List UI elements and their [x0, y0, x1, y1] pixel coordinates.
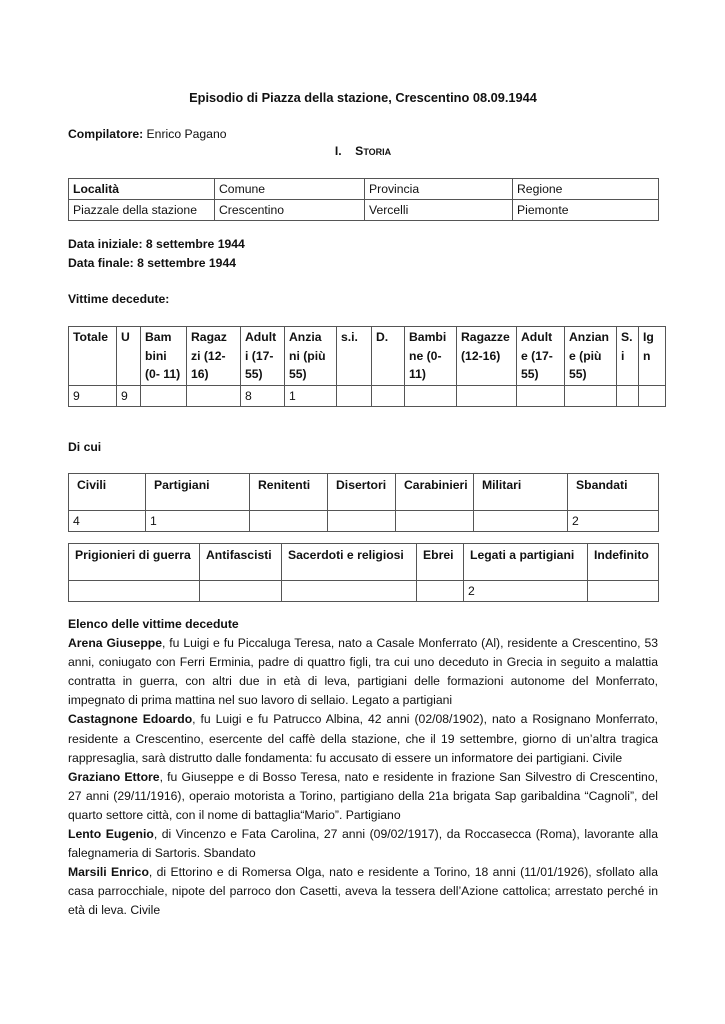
victim-name: Graziano Ettore — [68, 769, 160, 784]
victim-description: , di Ettorino e di Romersa Olga, nato e residente a Torino, 18 anni (11/01/1926), sfollato alla casa parrocchiale, nipote del parroco don Casetti, aveva la tessera dell’Azione cattolica; arrestato perché in età di leva. Civile — [68, 865, 659, 918]
section-heading — [68, 142, 658, 160]
prisoners-value-ebrei — [417, 581, 464, 602]
category-header-sbandati: Sbandati — [568, 474, 659, 511]
victims-list — [68, 615, 658, 921]
victims-value-ragazze — [457, 385, 517, 407]
prisoners-value-prigionieri — [69, 581, 200, 602]
victim-description: , fu Luigi e fu Piccaluga Teresa, nato a Casale Monferrato (Al), residente a Crescentino, 53 anni, coniugato con Ferri Erminia, padre di quattro figli, tra cui uno deceduto in Grecia in seguito a malattia contratta in guerra, con altri due in età di leva, partigiani delle formazioni autonome del Monferrato, impegnato di prima mattina nel suo lavoro di sellaio. Legato a partigiani — [68, 636, 659, 708]
category-header-renitenti: Renitenti — [250, 474, 328, 511]
category-value-militari — [474, 511, 568, 532]
victims-header-d: D. — [372, 327, 405, 386]
victims-header-ragazzi: Ragaz zi (12- 16) — [187, 327, 241, 386]
victims-header-anziane: Anzian e (più 55) — [565, 327, 617, 386]
victims-header-bambine: Bambi ne (0- 11) — [405, 327, 457, 386]
victim-name: Lento Eugenio — [68, 827, 154, 842]
compiler-line — [68, 125, 227, 143]
list-item — [68, 825, 658, 863]
victims-value-ign — [639, 385, 666, 407]
section-number: I. — [334, 144, 342, 158]
table-row — [69, 474, 659, 511]
table-row — [69, 179, 659, 200]
start-date: Data iniziale: 8 settembre 1944 — [68, 237, 245, 251]
section-name-rest: toria — [363, 144, 392, 158]
list-item — [68, 863, 658, 920]
location-value-localita: Piazzale della stazione — [69, 200, 215, 221]
prisoners-value-indefinito — [588, 581, 659, 602]
list-item — [68, 768, 658, 825]
prisoners-header-antifascisti: Antifascisti — [200, 544, 282, 581]
victims-list-heading: Elenco delle vittime decedute — [68, 617, 239, 631]
victims-value-ragazzi — [187, 385, 241, 407]
victims-value-bambini — [141, 385, 187, 407]
di-cui-label: Di cui — [68, 440, 102, 454]
location-header-localita: Località — [69, 179, 215, 200]
document-title: Episodio di Piazza della stazione, Crescentino 08.09.1944 — [189, 90, 537, 105]
location-table — [68, 178, 659, 221]
category-header-civili: Civili — [69, 474, 146, 511]
category-value-renitenti — [250, 511, 328, 532]
category-header-militari: Militari — [474, 474, 568, 511]
victims-value-s-i — [617, 385, 639, 407]
list-item — [68, 710, 658, 767]
prisoners-value-antifascisti — [200, 581, 282, 602]
victims-value-adulti: 8 — [241, 385, 285, 407]
location-value-regione: Piemonte — [513, 200, 659, 221]
table-row — [69, 581, 659, 602]
category-value-disertori — [328, 511, 396, 532]
victim-description: , fu Giuseppe e di Bosso Teresa, nato e residente in frazione San Silvestro di Crescentino, 27 anni (29/11/1916), operaio motorista a Torino, partigiano della 21a brigata Sap garibaldina “Cagnoli”, del quarto settore città, con il nome di battaglia“Mario”. Partigiano — [68, 769, 658, 822]
table-row — [69, 327, 666, 386]
victims-value-adulte — [517, 385, 565, 407]
prisoners-header-legati: Legati a partigiani — [464, 544, 588, 581]
victim-description: , di Vincenzo e Fata Carolina, 27 anni (09/02/1917), da Roccasecca (Roma), lavorante alla falegnameria di Sartoris. Sbandato — [68, 827, 658, 861]
table-row — [69, 385, 666, 407]
victims-header-adulti: Adult i (17- 55) — [241, 327, 285, 386]
victims-header-adulte: Adult e (17- 55) — [517, 327, 565, 386]
prisoners-header-ebrei: Ebrei — [417, 544, 464, 581]
prisoners-table — [68, 543, 659, 602]
victims-value-si — [337, 385, 372, 407]
prisoners-header-indefinito: Indefinito — [588, 544, 659, 581]
table-row — [69, 511, 659, 532]
victims-value-anziane — [565, 385, 617, 407]
victims-value-totale: 9 — [69, 385, 117, 407]
compiler-value: Enrico Pagano — [143, 127, 227, 141]
prisoners-header-sacerdoti: Sacerdoti e religiosi — [282, 544, 417, 581]
category-header-carabinieri: Carabinieri — [396, 474, 474, 511]
victim-name: Marsili Enrico — [68, 865, 149, 880]
table-row — [69, 200, 659, 221]
location-value-provincia: Vercelli — [365, 200, 513, 221]
category-header-disertori: Disertori — [328, 474, 396, 511]
victims-label: Vittime decedute: — [68, 292, 170, 306]
location-header-provincia: Provincia — [365, 179, 513, 200]
category-value-carabinieri — [396, 511, 474, 532]
victims-value-anziani: 1 — [285, 385, 337, 407]
victims-value-d — [372, 385, 405, 407]
compiler-label: Compilatore: — [68, 127, 144, 141]
victims-header-s-i: S. i — [617, 327, 639, 386]
category-value-civili: 4 — [69, 511, 146, 532]
victims-header-u: U — [117, 327, 141, 386]
dates-block — [68, 235, 245, 273]
prisoners-value-sacerdoti — [282, 581, 417, 602]
victims-table — [68, 326, 666, 407]
end-date: Data finale: 8 settembre 1944 — [68, 256, 236, 270]
location-header-regione: Regione — [513, 179, 659, 200]
table-row — [69, 544, 659, 581]
victim-name: Castagnone Edoardo — [68, 712, 193, 727]
victims-header-ragazze: Ragazze (12-16) — [457, 327, 517, 386]
victims-header-anziani: Anzia ni (più 55) — [285, 327, 337, 386]
victims-header-totale: Totale — [69, 327, 117, 386]
victims-header-si: s.i. — [337, 327, 372, 386]
prisoners-header-prigionieri: Prigionieri di guerra — [69, 544, 200, 581]
section-name-first: S — [355, 144, 364, 158]
category-table — [68, 473, 659, 532]
prisoners-value-legati: 2 — [464, 581, 588, 602]
victim-description: , fu Luigi e fu Patrucco Albina, 42 anni (02/08/1902), nato a Rosignano Monferrato, residente a Crescentino, esercente del caffè della stazione, che il 19 settembre, giorno di un’altra tragica rappresaglia, sarà distrutto dalle fondamenta: fu accusato di essere un informatore dei partigiani. Civile — [68, 712, 658, 765]
victims-value-bambine — [405, 385, 457, 407]
category-header-partigiani: Partigiani — [146, 474, 250, 511]
list-item — [68, 634, 658, 710]
victim-name: Arena Giuseppe — [68, 636, 162, 651]
location-value-comune: Crescentino — [215, 200, 365, 221]
location-header-comune: Comune — [215, 179, 365, 200]
category-value-partigiani: 1 — [146, 511, 250, 532]
victims-header-ign: Ig n — [639, 327, 666, 386]
category-value-sbandati: 2 — [568, 511, 659, 532]
victims-header-bambini: Bam bini (0- 11) — [141, 327, 187, 386]
victims-value-u: 9 — [117, 385, 141, 407]
